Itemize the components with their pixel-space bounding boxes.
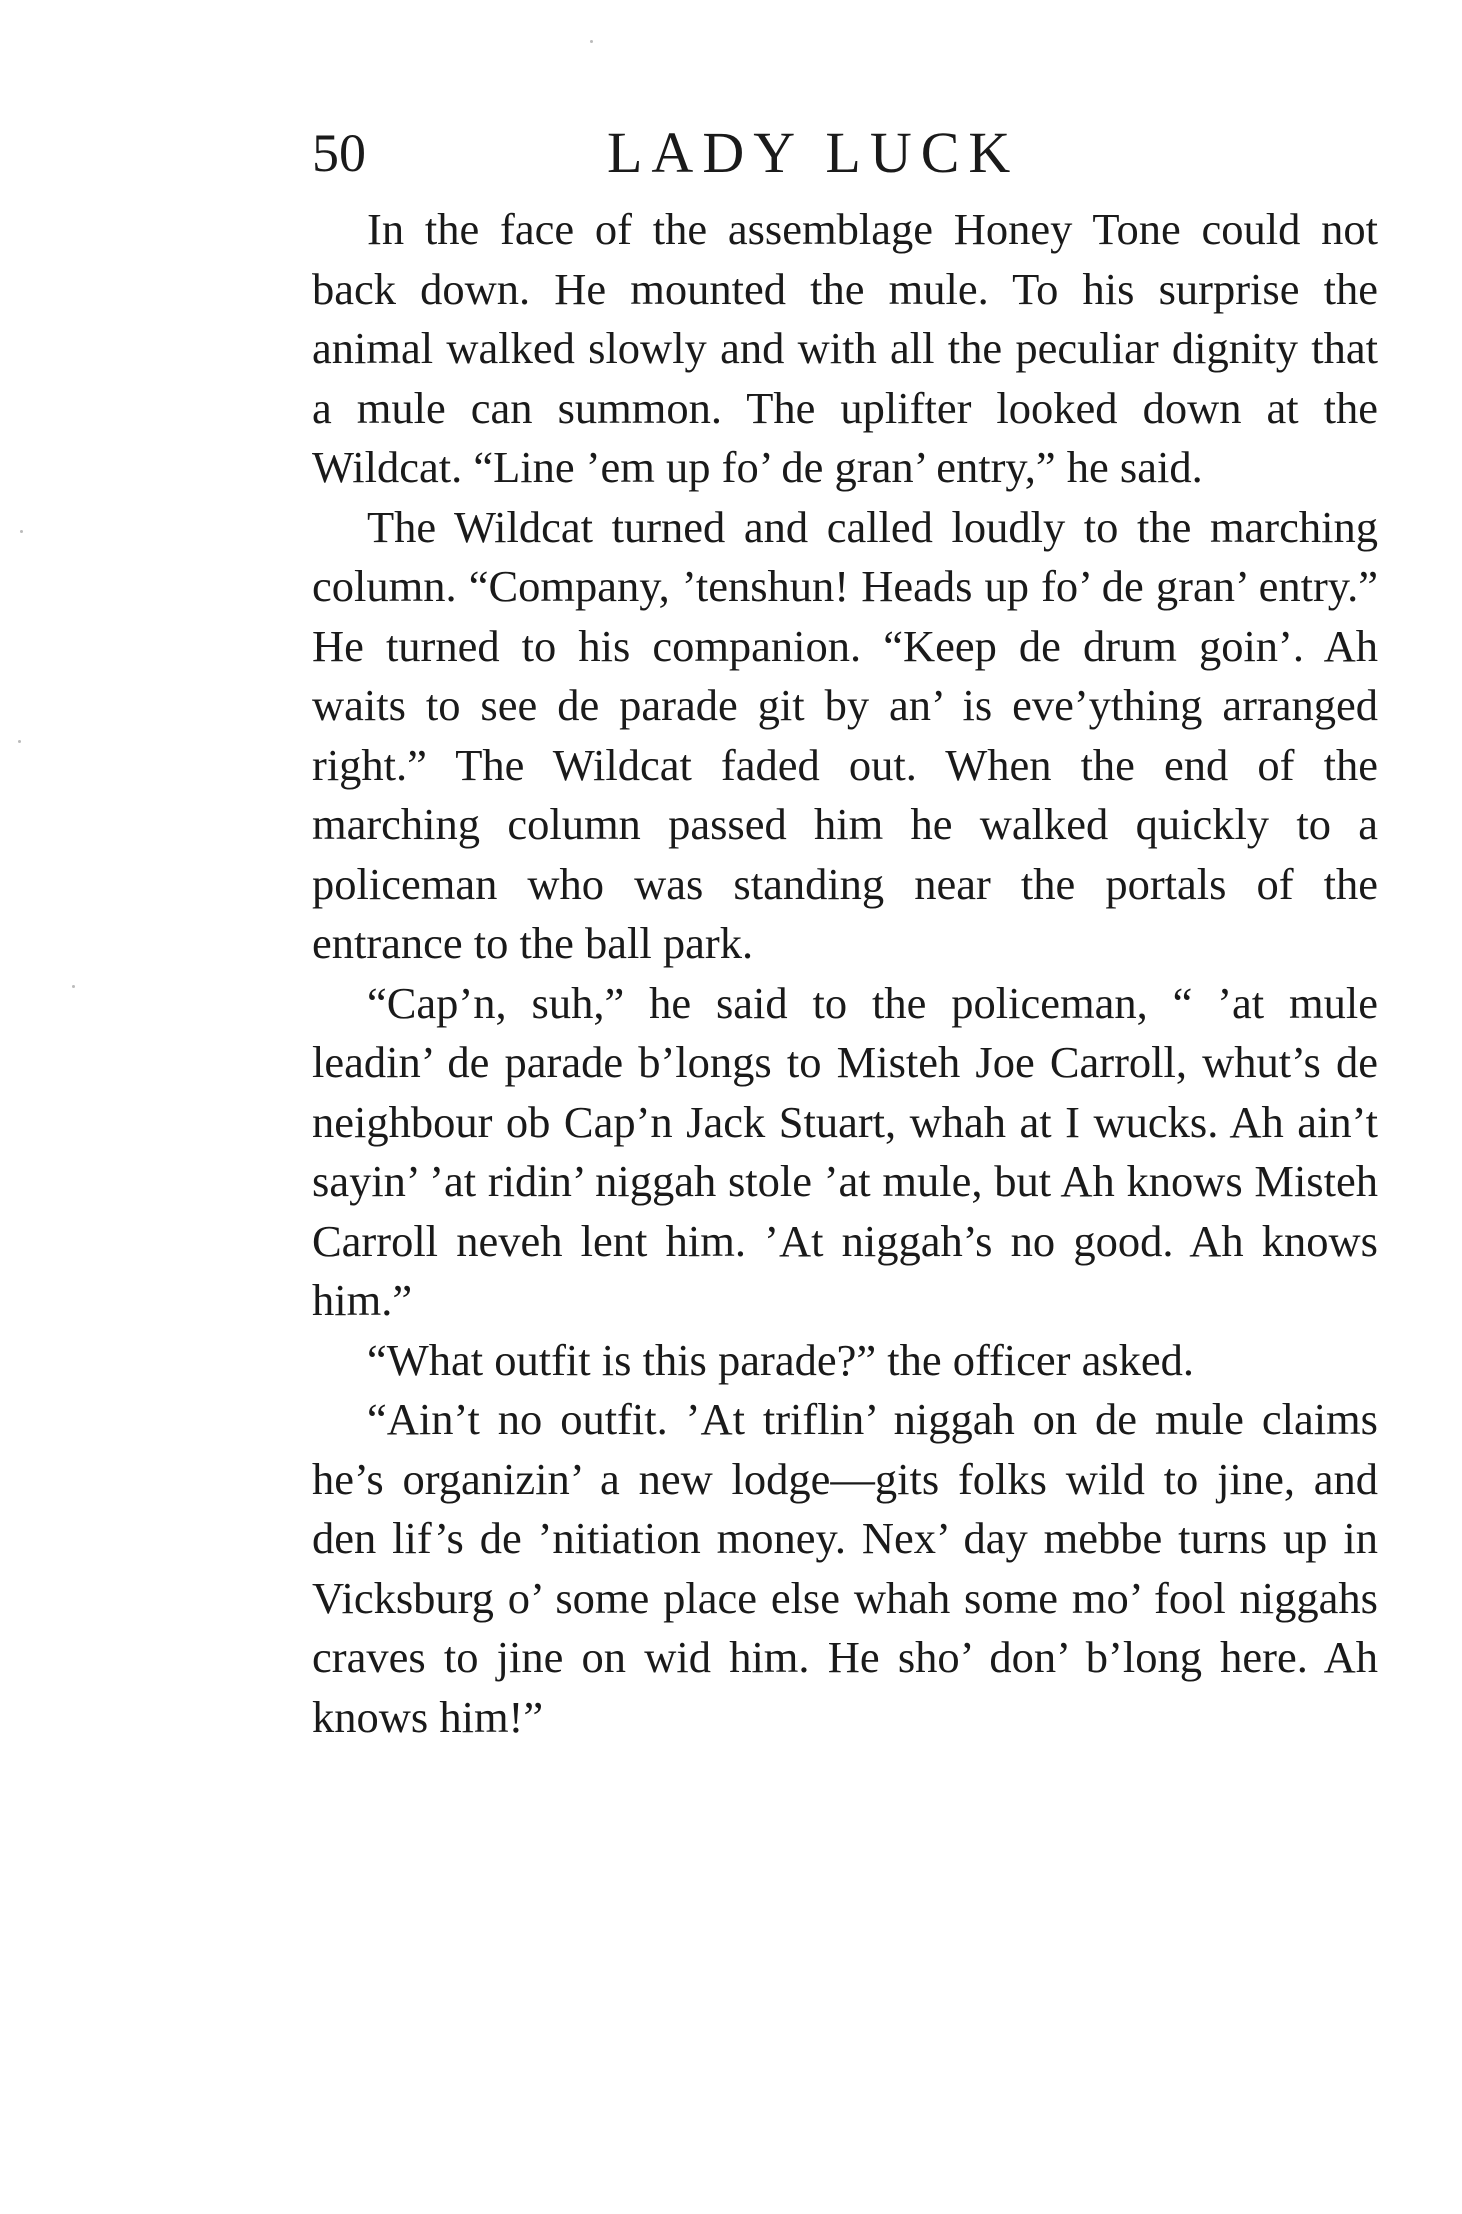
scan-speck (18, 740, 21, 743)
scan-speck (72, 985, 75, 988)
running-head (312, 118, 1372, 188)
paragraph: “Cap’n, suh,” he said to the policeman, “ ’at mule leadin’ de parade b’longs to Misteh Joe Carroll, whut’s de neighbour ob Cap’n Jack Stuart, whah at I wucks. Ah ain’t sayin’ ’at ridin’ niggah stole ’at mule, but Ah knows Misteh Carroll neveh lent him. ’At niggah’s no good. Ah knows him.” (312, 977, 1378, 1325)
running-title: LADY LUCK (607, 120, 1020, 185)
scan-speck (590, 40, 593, 43)
paragraph: “Ain’t no outfit. ’At triflin’ niggah on de mule claims he’s organizin’ a new lodge—gits folks wild to jine, and den lif’s de ’nitiation money. Nex’ day mebbe turns up in Vicksburg o’ some place else whah some mo’ fool niggahs craves to jine on wid him. He sho’ don’ b’long here. Ah knows him!” (312, 1394, 1378, 1742)
paragraph: The Wildcat turned and called loudly to the marching column. “Company, ’tenshun! Heads up fo’ de gran’ entry.” He turned to his companion. “Keep de drum goin’. Ah waits to see de parade git by an’ is eve’ything arranged right.” The Wildcat faded out. When the end of the marching column passed him he walked quickly to a policeman who was standing near the portals of the entrance to the ball park. (312, 501, 1378, 968)
paragraph: “What outfit is this parade?” the officer asked. (367, 1334, 1195, 1385)
body-text (312, 200, 1378, 1747)
page-number: 50 (312, 123, 366, 183)
scan-speck (20, 530, 23, 533)
paragraph: In the face of the assemblage Honey Tone could not back down. He mounted the mule. To his surprise the animal walked slowly and with all the peculiar dignity that a mule can summon. The uplifter looked down at the Wildcat. “Line ’em up fo’ de gran’ entry,” he said. (312, 204, 1378, 492)
